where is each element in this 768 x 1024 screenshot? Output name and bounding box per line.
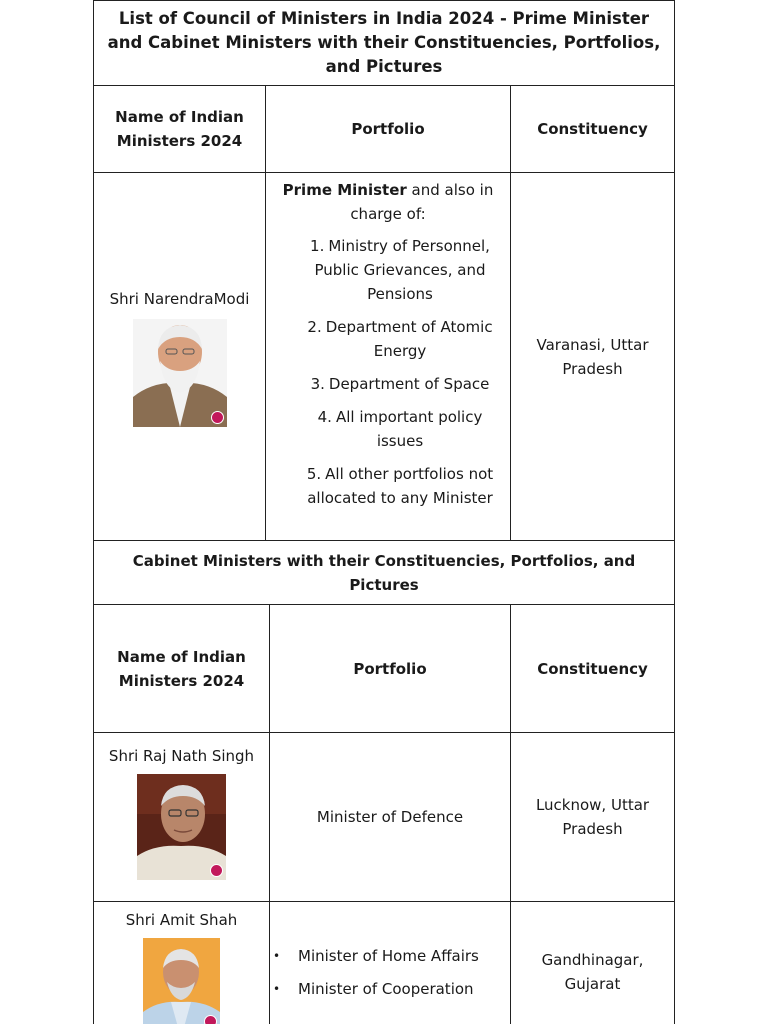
minister-portfolio: Minister of Defence xyxy=(316,808,464,826)
list-item: 2. Department of Atomic Energy xyxy=(307,318,493,360)
pm-title-bold: Prime Minister xyxy=(282,181,407,199)
table-border-right xyxy=(674,0,675,1024)
pm-name-cell xyxy=(94,173,265,540)
watermark-badge-icon xyxy=(211,411,224,424)
list-item: 3. Department of Space xyxy=(310,375,490,393)
minister-name: Shri Raj Nath Singh xyxy=(108,747,255,765)
pm-constituency: Varanasi, Uttar Pradesh xyxy=(536,335,649,378)
list-item: • Minister of Home Affairs xyxy=(270,944,510,968)
minister-constituency: Gandhinagar, Gujarat xyxy=(541,951,644,993)
pm-portfolio-cell xyxy=(266,173,510,540)
cabinet-title-text: Cabinet Ministers with their Constituencies, Portfolios, and Pictures xyxy=(132,551,636,594)
minister-constituency: Lucknow, Uttar Pradesh xyxy=(535,796,650,838)
minister-portfolio-cell xyxy=(270,733,510,901)
pm-name: Shri NarendraModi xyxy=(109,289,250,308)
header-constituency-text: Constituency xyxy=(537,120,648,138)
watermark-badge-icon xyxy=(204,1015,217,1024)
table-title-text: List of Council of Ministers in India 2024 - Prime Minister and Cabinet Ministers with their Constituencies, Portfolios, and Pictures xyxy=(107,9,661,76)
minister-constituency-cell xyxy=(511,902,674,1024)
minister-portfolio-cell xyxy=(270,902,510,1024)
minister-portrait-image xyxy=(143,938,220,1024)
pm-photo xyxy=(133,319,227,427)
cabinet-header-portfolio xyxy=(270,605,510,732)
pm-constituency-cell xyxy=(511,173,674,540)
minister-photo xyxy=(137,774,226,880)
minister-constituency-cell xyxy=(511,733,674,901)
list-item: 4. All important policy issues xyxy=(317,408,483,450)
pm-header-portfolio xyxy=(266,86,510,172)
list-item: 5. All other portfolios not allocated to any Minister xyxy=(306,465,494,507)
header-portfolio-text: Portfolio xyxy=(353,659,427,678)
minister-name-cell xyxy=(94,733,269,901)
pm-title-rest: and also in charge of: xyxy=(350,181,494,223)
minister-name-cell xyxy=(94,902,269,1024)
cabinet-header-name xyxy=(94,605,269,732)
cabinet-section-title xyxy=(94,541,674,604)
minister-name: Shri Amit Shah xyxy=(125,911,238,929)
table-title xyxy=(94,3,674,83)
minister-portfolio-list xyxy=(270,944,510,1010)
pm-portrait-image xyxy=(133,319,227,427)
header-name-text: Name of Indian Ministers 2024 xyxy=(115,108,244,150)
header-name-text: Name of Indian Ministers 2024 xyxy=(117,647,246,690)
pm-header-name xyxy=(94,86,265,172)
list-item: 1. Ministry of Personnel, Public Grievances, and Pensions xyxy=(310,237,490,303)
pm-portfolio-lead xyxy=(266,178,510,226)
pm-header-constituency xyxy=(511,86,674,172)
cabinet-header-constituency xyxy=(511,605,674,732)
list-item: • Minister of Cooperation xyxy=(270,977,510,1001)
table-border-top xyxy=(93,0,675,1)
pm-portfolio-list xyxy=(266,234,510,519)
header-portfolio-text: Portfolio xyxy=(351,120,425,138)
header-constituency-text: Constituency xyxy=(537,659,648,678)
watermark-badge-icon xyxy=(210,864,223,877)
minister-photo xyxy=(143,938,220,1024)
